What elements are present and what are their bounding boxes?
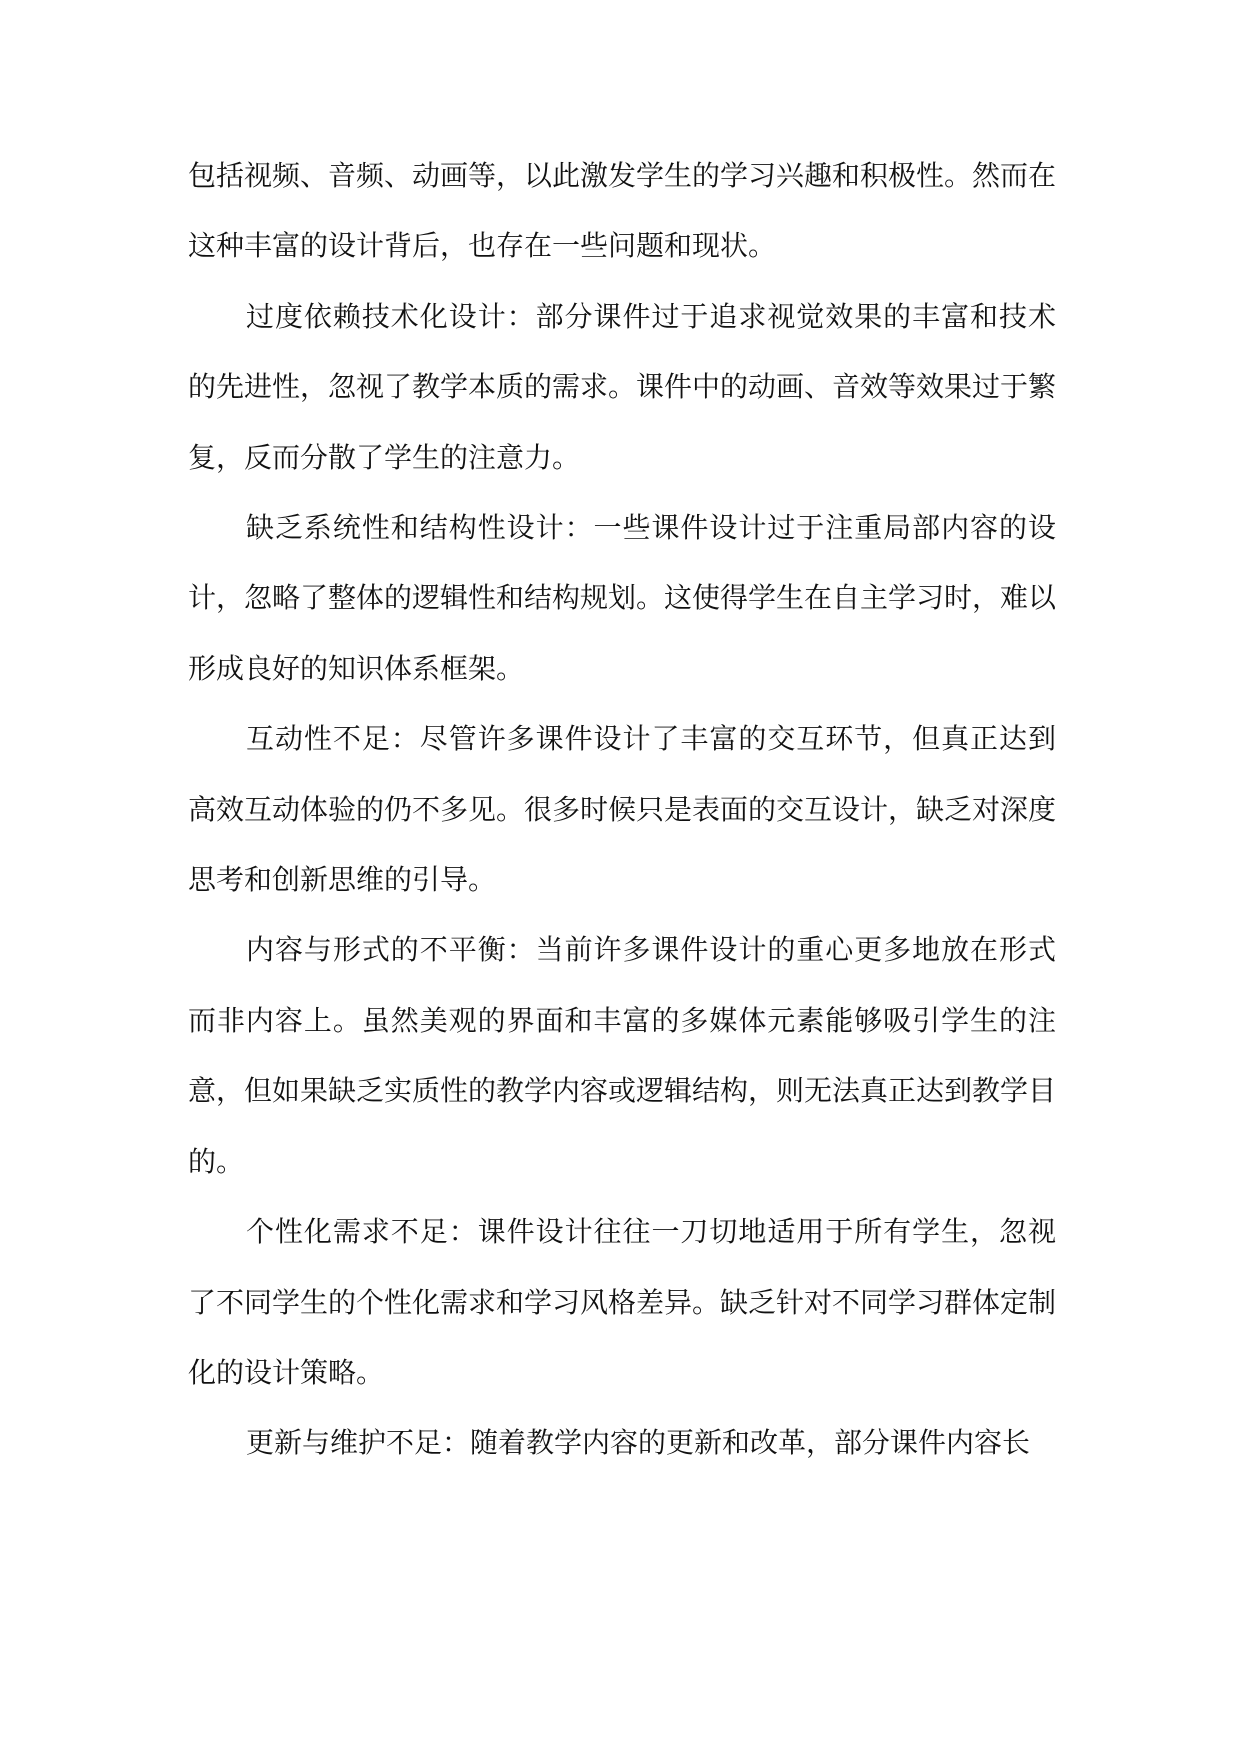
paragraph-over-reliance-on-technology: 过度依赖技术化设计：部分课件过于追求视觉效果的丰富和技术的先进性，忽视了教学本质的需求。课件中的动画、音效等效果过于繁复，反而分散了学生的注意力。 <box>188 299 1057 474</box>
paragraph-update-maintenance-lacking: 更新与维护不足：随着教学内容的更新和改革，部分课件内容长 <box>246 1426 1031 1460</box>
paragraph-intro-continued: 包括视频、音频、动画等，以此激发学生的学习兴趣和积极性。然而在这种丰富的设计背后，也存在一些问题和现状。 <box>188 159 1057 263</box>
paragraph-content-form-imbalance: 内容与形式的不平衡：当前许多课件设计的重心更多地放在形式而非内容上。虽然美观的界面和丰富的多媒体元素能够吸引学生的注意，但如果缺乏实质性的教学内容或逻辑结构，则无法真正达到教学目的。 <box>188 933 1057 1178</box>
document-body <box>188 141 1056 1479</box>
paragraph-insufficient-interactivity: 互动性不足：尽管许多课件设计了丰富的交互环节，但真正达到高效互动体验的仍不多见。很多时候只是表面的交互设计，缺乏对深度思考和创新思维的引导。 <box>188 722 1057 897</box>
paragraph-lack-of-structure: 缺乏系统性和结构性设计：一些课件设计过于注重局部内容的设计，忽略了整体的逻辑性和结构规划。这使得学生在自主学习时，难以形成良好的知识体系框架。 <box>188 511 1057 685</box>
paragraph-personalization-lacking: 个性化需求不足：课件设计往往一刀切地适用于所有学生，忽视了不同学生的个性化需求和学习风格差异。缺乏针对不同学习群体定制化的设计策略。 <box>188 1215 1057 1389</box>
